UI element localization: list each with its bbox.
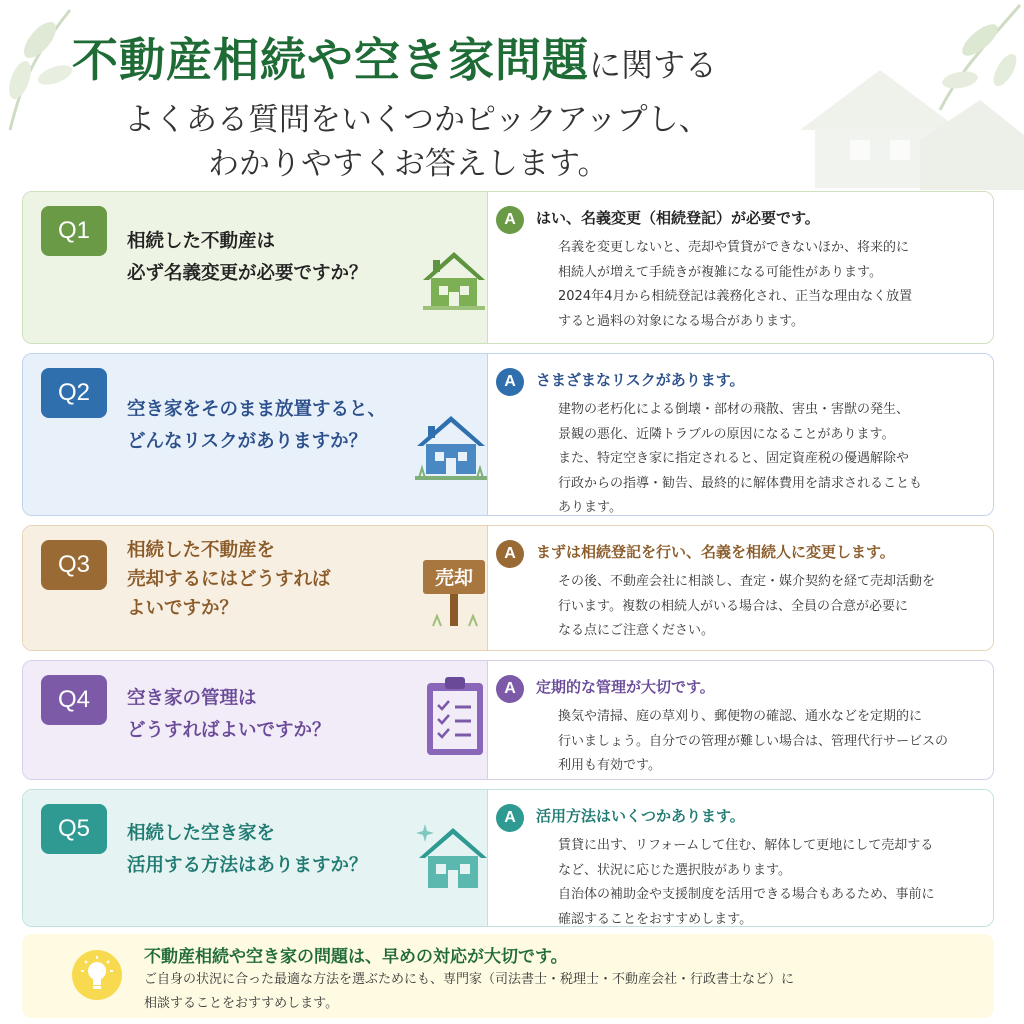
question-line: 空き家をそのまま放置すると、 [127, 399, 387, 420]
sparkle-house-icon [413, 820, 489, 894]
question-number-badge: Q1 [41, 206, 107, 256]
question-number-badge: Q2 [41, 368, 107, 418]
subtitle-line-1: よくある質問をいくつかピックアップし、 [124, 102, 710, 138]
footer-body [144, 968, 794, 1016]
answer-line: 賃貸に出す、リフォームして住む、解体して更地にして売却する [558, 838, 934, 853]
question-line: 相続した不動産は [127, 231, 276, 252]
footer-title: 不動産相続や空き家の問題は、早めの対応が大切です。 [144, 947, 568, 967]
advice-footer [22, 934, 994, 1018]
answer-mark: A [496, 675, 524, 703]
answer-line: 換気や清掃、庭の草刈り、郵便物の確認、通水などを定期的に [558, 709, 923, 724]
question-text [127, 226, 368, 290]
house-icon [413, 412, 489, 482]
lightbulb-icon [72, 950, 122, 1000]
answer-line: 行政からの指導・勧告、最終的に解体費用を請求されることも [558, 475, 923, 491]
answer-line: 建物の老朽化による倒壊・部材の飛散、害虫・害獣の発生、 [558, 402, 910, 417]
answer-line: 自治体の補助金や支援制度を活用できる場合もあるため、事前に [558, 887, 935, 902]
answer-line: 景観の悪化、近隣トラブルの原因になることがあります。 [558, 426, 895, 442]
answer-line: など、状況に応じた選択肢があります。 [558, 862, 791, 878]
answer-line: また、特定空き家に指定されると、固定資産税の優遇解除や [558, 451, 910, 466]
answer-title: 活用方法はいくつかあります。 [536, 807, 745, 825]
answer-panel [487, 192, 993, 343]
qa-card-1 [22, 191, 994, 344]
question-line: 売却するにはどうすれば [127, 569, 331, 590]
house-icon [419, 248, 489, 312]
answer-title: はい、名義変更（相続登記）が必要です。 [536, 209, 820, 227]
footer-line: ご自身の状況に合った最適な方法を選ぶためにも、専門家（司法書士・税理士・不動産会社・行政書士など）に [144, 972, 795, 987]
title-highlight: 不動産相続や空き家問題 [72, 33, 589, 87]
answer-mark: A [496, 206, 524, 234]
qa-card-4 [22, 660, 994, 780]
answer-line: あります。 [558, 500, 622, 515]
answer-line: なる点にご注意ください。 [558, 623, 715, 638]
question-line: 必ず名義変更が必要ですか？ [127, 263, 368, 284]
answer-title: 定期的な管理が大切です。 [536, 678, 715, 696]
question-text [127, 818, 368, 882]
answer-panel [487, 661, 993, 779]
answer-line: 確認することをおすすめします。 [558, 911, 753, 927]
question-panel [23, 661, 487, 779]
answer-title: さまざまなリスクがあります。 [536, 371, 745, 389]
page-title [72, 24, 832, 88]
answer-body [558, 834, 934, 927]
answer-line: 利用も有効です。 [558, 758, 661, 773]
sign-icon [419, 554, 489, 628]
question-panel [23, 790, 487, 926]
answer-line: その後、不動産会社に相談し、査定・媒介契約を経て売却活動を [558, 574, 936, 589]
answer-line: 2024年4月から相続登記は義務化され、正当な理由なく放置 [558, 289, 913, 304]
question-panel [23, 526, 487, 650]
answer-body [558, 236, 912, 334]
question-panel [23, 192, 487, 343]
answer-mark: A [496, 804, 524, 832]
answer-line: 相続人が増えて手続きが複雑になる可能性があります。 [558, 264, 882, 280]
question-line: よいですか？ [127, 598, 239, 619]
question-line: 相続した空き家を [127, 823, 276, 844]
answer-line: すると過料の対象になる場合があります。 [558, 313, 804, 329]
question-number-badge: Q3 [41, 540, 107, 590]
answer-panel [487, 354, 993, 515]
answer-panel [487, 790, 993, 926]
question-text [127, 536, 331, 623]
answer-line: 行いましょう。自分での管理が難しい場合は、管理代行サービスの [558, 733, 949, 749]
question-line: 活用する方法はありますか？ [127, 855, 368, 876]
question-line: 空き家の管理は [127, 688, 257, 709]
question-panel [23, 354, 487, 515]
question-line: どうすればよいですか？ [127, 720, 331, 741]
qa-card-5 [22, 789, 994, 927]
answer-mark: A [496, 368, 524, 396]
question-line: 相続した不動産を [127, 540, 276, 561]
answer-mark: A [496, 540, 524, 568]
answer-body [558, 570, 935, 644]
question-text [127, 394, 386, 458]
question-line: どんなリスクがありますか？ [127, 431, 368, 452]
page-header [0, 0, 1024, 185]
qa-card-3 [22, 525, 994, 651]
answer-line: 行います。複数の相続人がいる場合は、全員の合意が必要に [558, 598, 908, 614]
answer-title: まずは相続登記を行い、名義を相続人に変更します。 [536, 543, 895, 561]
footer-line: 相談することをおすすめします。 [144, 996, 339, 1011]
question-number-badge: Q5 [41, 804, 107, 854]
clipboard-icon [423, 675, 487, 757]
qa-card-2 [22, 353, 994, 516]
subtitle-line-2: わかりやすくお答えします。 [208, 146, 609, 182]
question-number-badge: Q4 [41, 675, 107, 725]
title-tail: に関する [589, 46, 718, 84]
question-text [127, 683, 331, 747]
answer-body [558, 398, 922, 516]
answer-body [558, 705, 948, 779]
answer-panel [487, 526, 993, 650]
answer-line: 名義を変更しないと、売却や賃貸ができないほか、将来的に [558, 240, 910, 255]
sign-text: 売却 [434, 567, 474, 589]
